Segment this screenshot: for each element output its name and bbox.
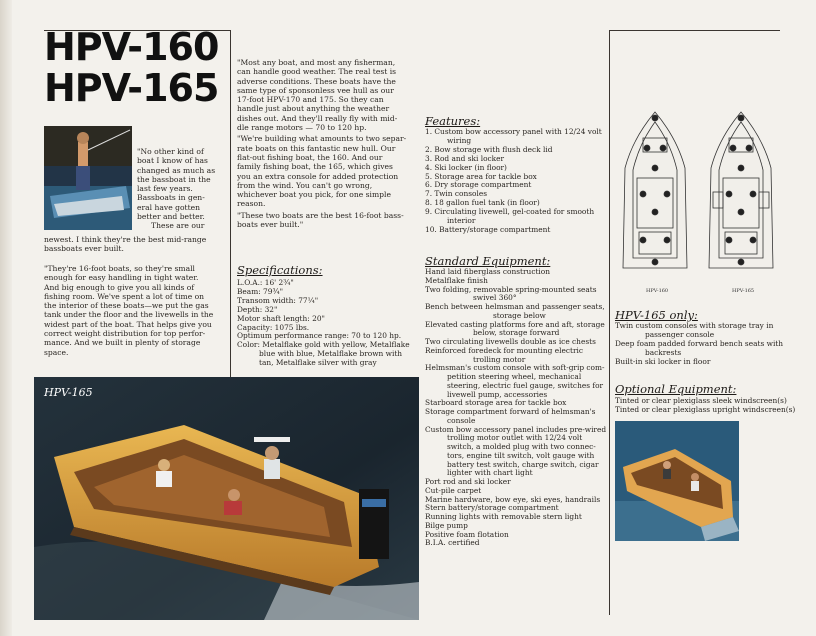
equipment-line: switch, a molded plug with two connec- <box>447 442 596 451</box>
feature-line: 3. Rod and ski locker <box>425 153 505 163</box>
equipment-line: Helmsman's custom console with soft-grip com- <box>425 363 605 373</box>
equipment-line: Storage compartment forward of helmsman's <box>425 407 596 416</box>
text-line: "No other kind of <box>137 147 204 156</box>
hpv165-only-heading: HPV-165 only: <box>615 308 698 322</box>
text-line: dishes out. And they'll really fly with mid- <box>237 113 398 123</box>
spec-line: tan, Metalflake silver with gray <box>259 358 377 368</box>
equipment-line: below, storage forward <box>473 328 560 338</box>
text-line: boats ever built." <box>237 220 304 230</box>
spec-line: Beam: 79¾" <box>237 286 284 296</box>
equipment-line: petition steering wheel, mechanical <box>447 372 582 381</box>
equipment-line: Marine hardware, bow eye, ski eyes, handrails <box>425 494 601 504</box>
diagram-label-hpv160: HPV-160 <box>646 288 669 294</box>
text-line: dle range motors — 70 to 120 hp. <box>237 123 367 133</box>
equipment-line: Running lights with removable stern light <box>425 512 582 521</box>
equipment-line: tors, engine tilt switch, volt gauge with <box>447 450 595 460</box>
middle-body-text <box>237 58 421 229</box>
hpv165-boat-photo <box>34 377 419 620</box>
spec-line: Optimum performance range: 70 to 120 hp. <box>237 331 402 341</box>
text-line: boat I know of has <box>137 156 208 166</box>
optional-equipment-heading: Optional Equipment: <box>615 382 737 396</box>
text-line: whichever boat you pick, for one simple <box>237 190 391 200</box>
spec-line: Motor shaft length: 20" <box>237 313 325 323</box>
text-line: 17-foot HPV-170 and 175. So they can <box>237 95 384 105</box>
hpv165-line: Deep foam padded forward bench seats with <box>615 338 784 348</box>
equipment-line: Bilge pump <box>425 520 468 530</box>
standard-equipment-list <box>425 268 607 548</box>
equipment-line: Port rod and ski locker <box>425 477 511 486</box>
features-heading: Features: <box>425 114 481 128</box>
features-list <box>425 128 605 235</box>
quote-intro-tail <box>44 235 230 254</box>
fisherman-photo <box>44 126 132 230</box>
spec-line: Transom width: 77¼" <box>237 295 319 305</box>
spec-line: Capacity: 1075 lbs. <box>237 322 310 332</box>
equipment-line: swivel 360° <box>473 293 517 303</box>
specifications-list <box>237 279 423 368</box>
hpv165-only-list <box>615 322 805 367</box>
equipment-line: trolling motor outlet with 12/24 volt <box>447 433 583 443</box>
equipment-line: lighter with chart light <box>447 468 533 478</box>
equipment-line: Starboard storage area for tackle box <box>425 398 567 408</box>
equipment-line: console <box>447 415 476 425</box>
equipment-line: Elevated casting platforms fore and aft, storage <box>425 319 605 329</box>
feature-line: 1. Custom bow accessory panel with 12/24 volt <box>425 127 602 136</box>
text-line: you an extra console for added protection <box>237 171 399 181</box>
spec-line: blue with blue, Metalflake brown with <box>259 349 403 359</box>
equipment-line: Custom bow accessory panel includes pre-wired <box>425 424 607 434</box>
equipment-line: Two folding, removable spring-mounted seats <box>425 284 597 294</box>
hpv165-line: Built-in ski locker in floor <box>615 356 711 366</box>
text-line: enough for easy handling in tight water. <box>44 273 199 283</box>
equipment-line: Positive foam flotation <box>425 529 509 539</box>
text-line: rate boats on this fantastic new hull. Our <box>237 143 396 153</box>
hpv165-line: backrests <box>645 347 682 357</box>
optional-line: Tinted or clear plexiglass sleek windscreen(s) <box>615 396 787 405</box>
text-line: "Most any boat, and most any fisherman, <box>237 58 396 67</box>
title-hpv160: HPV-160 <box>44 25 219 69</box>
small-boat-photo <box>615 421 739 541</box>
text-line: "They're 16-foot boats, so they're small <box>44 264 195 273</box>
quote-intro <box>137 147 229 231</box>
text-line: family fishing boat, the 165, which gives <box>237 162 393 172</box>
equipment-line: storage below <box>493 310 546 320</box>
equipment-line: B.I.A. certified <box>425 538 480 548</box>
text-line: adverse conditions. These boats have the <box>237 76 396 86</box>
text-line: newest. I think they're the best mid-range <box>44 235 207 244</box>
standard-equipment-heading: Standard Equipment: <box>425 254 551 268</box>
equipment-line: Reinforced foredeck for mounting electric <box>425 345 584 355</box>
equipment-line: Cut-pile carpet <box>425 485 482 495</box>
equipment-line: Bench between helmsman and passenger seats, <box>425 302 605 311</box>
text-line: the bassboat in the <box>137 174 211 184</box>
feature-line: 5. Storage area for tackle box <box>425 171 537 181</box>
text-line: reason. <box>237 199 266 209</box>
text-line: bassboats ever built. <box>44 244 124 254</box>
spec-line: L.O.A.: 16' 2¾" <box>237 278 294 287</box>
equipment-line: trolling motor <box>473 354 526 364</box>
hpv165-diagram <box>709 112 773 268</box>
text-line: Bassboats in gen- <box>137 193 205 203</box>
feature-line: 4. Ski locker (in floor) <box>425 162 507 172</box>
text-line: correct weight distribution for top perfor- <box>44 329 206 339</box>
text-line: fishing room. We've spent a lot of time on <box>44 291 205 301</box>
title-hpv165: HPV-165 <box>44 66 219 110</box>
left-body-text <box>44 264 230 357</box>
equipment-line: Hand laid fiberglass construction <box>425 267 550 276</box>
equipment-line: Stern battery/storage compartment <box>425 503 559 513</box>
hpv165-line: Twin custom consoles with storage tray in <box>615 321 774 330</box>
page-spine <box>0 0 12 636</box>
feature-line: 9. Circulating livewell, gel-coated for smooth <box>425 207 595 217</box>
equipment-line: Metalflake finish <box>425 275 488 285</box>
feature-line: 6. Dry storage compartment <box>425 180 532 190</box>
deck-layout-diagrams <box>613 108 793 288</box>
text-line: the interior of these boats—we put the gas <box>44 301 209 311</box>
specifications-heading: Specifications: <box>237 263 323 277</box>
equipment-line: Two circulating livewells double as ice chests <box>425 337 596 346</box>
feature-line: 2. Bow storage with flush deck lid <box>425 144 553 154</box>
text-line: These are our <box>151 221 205 231</box>
feature-line: wiring <box>447 135 472 145</box>
text-line: eral have gotten <box>137 202 201 212</box>
spec-line: Color: Metalflake gold with yellow, Metalflake <box>237 340 410 350</box>
text-line: "These two boats are the best 16-foot bass- <box>237 210 404 220</box>
spec-line: Depth: 32" <box>237 304 278 314</box>
hpv165-line: passenger console <box>645 329 715 339</box>
text-line: tank under the floor and the livewells in the <box>44 310 214 320</box>
text-line: handle just about anything the weather <box>237 104 390 114</box>
hpv160-diagram <box>623 112 687 268</box>
feature-line: 7. Twin consoles <box>425 189 487 199</box>
text-line: space. <box>44 347 69 357</box>
equipment-line: battery test switch, charge switch, cigar <box>447 459 599 469</box>
text-line: flat-out fishing boat, the 160. And our <box>237 152 383 162</box>
photo-caption: HPV-165 <box>44 386 93 399</box>
equipment-line: livewell pump, accessories <box>447 389 548 399</box>
text-line: mance. And we built in plenty of storage <box>44 338 201 348</box>
text-line: from the wind. You can't go wrong, <box>237 180 373 190</box>
top-rule-right <box>610 30 780 31</box>
text-line: last few years. <box>137 184 193 194</box>
text-line: And big enough to give you all kinds of <box>44 282 195 292</box>
text-line: same type of sponsonless vee hull as our <box>237 85 394 95</box>
equipment-line: steering, electric fuel gauge, switches for <box>447 380 604 390</box>
feature-line: interior <box>447 216 476 226</box>
feature-line: 10. Battery/storage compartment <box>425 224 551 234</box>
text-line: can handle good weather. The real test is <box>237 67 397 77</box>
optional-equipment-list <box>615 397 810 415</box>
column-rule-right <box>609 30 610 615</box>
text-line: widest part of the boat. That helps give you <box>44 319 212 329</box>
optional-line: Tinted or clear plexiglass upright windscreen(s) <box>615 404 796 414</box>
diagram-label-hpv165: HPV-165 <box>732 288 755 294</box>
text-line: changed as much as <box>137 165 216 175</box>
feature-line: 8. 18 gallon fuel tank (in floor) <box>425 198 540 208</box>
text-line: "We're building what amounts to two separ- <box>237 134 407 144</box>
text-line: better and better. <box>137 212 205 222</box>
